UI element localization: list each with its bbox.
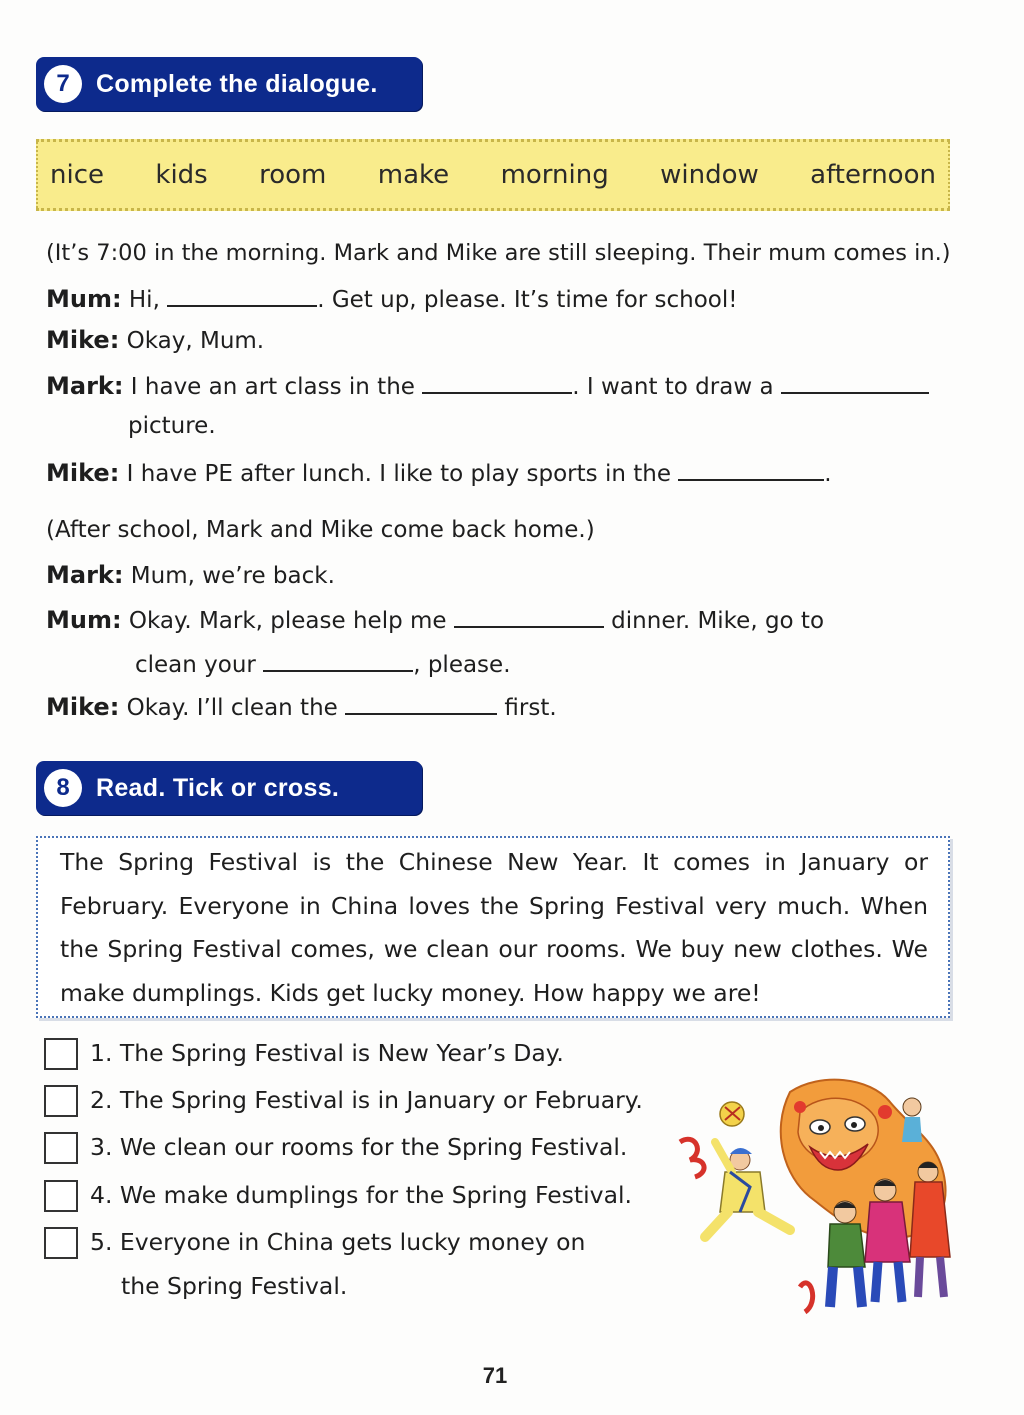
tick-checkbox[interactable]: [44, 1227, 78, 1259]
statement-text: 2. The Spring Festival is in January or February.: [90, 1086, 643, 1114]
reading-passage: The Spring Festival is the Chinese New Year. It comes in January or February. Everyone in China loves the Spring Festival very much. When the Spring Festival comes, we clean our rooms. We buy new clothes. We make dumplings. Kids get lucky money. How happy we are!: [60, 848, 928, 1007]
speaker: Mark:: [46, 372, 124, 400]
line-text: dinner. Mike, go to: [603, 608, 825, 634]
statement-text: 4. We make dumplings for the Spring Festival.: [90, 1181, 632, 1209]
speaker: Mike:: [46, 693, 120, 721]
line-text: . I want to draw a: [572, 374, 781, 400]
tick-checkbox[interactable]: [44, 1085, 78, 1117]
line-text: , please.: [413, 652, 511, 678]
word-bank-item: kids: [155, 160, 208, 190]
speaker: Mike:: [46, 459, 120, 487]
line-text: Okay. Mark, please help me: [128, 608, 454, 634]
dialogue-line-continued: [135, 648, 511, 678]
dialogue-line: [46, 561, 335, 589]
answer-blank[interactable]: [167, 283, 317, 307]
word-bank: [36, 139, 950, 211]
statement-text: 1. The Spring Festival is New Year’s Day.: [90, 1039, 564, 1067]
line-text: first.: [497, 695, 557, 721]
dialogue-line: [46, 370, 929, 400]
statement-item: [44, 1132, 627, 1169]
dialogue-line: [46, 457, 832, 487]
section-8-number: 8: [44, 769, 82, 807]
line-text: Mum, we’re back.: [130, 563, 335, 589]
statement-text-continued: the Spring Festival.: [121, 1272, 348, 1300]
answer-blank[interactable]: [263, 648, 413, 672]
tick-checkbox[interactable]: [44, 1038, 78, 1070]
answer-blank[interactable]: [422, 370, 572, 394]
page-number: 71: [482, 1363, 508, 1388]
word-bank-item: afternoon: [810, 160, 936, 190]
answer-blank[interactable]: [678, 457, 824, 481]
statement-text-wrap: [90, 1227, 585, 1308]
line-text: Okay. I’ll clean the: [126, 695, 346, 721]
statement-item: [44, 1180, 632, 1217]
lion-dance-illustration: [670, 1072, 960, 1320]
line-text: .: [824, 461, 832, 487]
line-text: clean your: [135, 652, 264, 678]
scene-direction-1: (It’s 7:00 in the morning. Mark and Mike are still sleeping. Their mum comes in.): [46, 240, 951, 266]
speaker: Mum:: [46, 606, 122, 634]
section-7-header: [36, 57, 422, 111]
word-bank-item: make: [377, 160, 450, 190]
section-8-header: [36, 761, 422, 815]
word-bank-item: morning: [500, 160, 609, 190]
statement-text: 5. Everyone in China gets lucky money on: [90, 1228, 586, 1256]
dialogue-line: [46, 326, 264, 354]
section-7-number: 7: [44, 65, 82, 103]
line-text: I have an art class in the: [130, 374, 423, 400]
section-7-title: Complete the dialogue.: [96, 69, 378, 98]
line-text: I have PE after lunch. I like to play sports in the: [126, 461, 679, 487]
tick-checkbox[interactable]: [44, 1132, 78, 1164]
statement-item: [44, 1038, 564, 1075]
word-bank-item: room: [259, 160, 327, 190]
tick-checkbox[interactable]: [44, 1180, 78, 1212]
dialogue-line: [46, 604, 824, 634]
line-text: Okay, Mum.: [126, 328, 265, 354]
section-8-title: Read. Tick or cross.: [96, 773, 340, 802]
line-text: Hi,: [128, 287, 168, 313]
dialogue-line: [46, 691, 557, 721]
line-text: . Get up, please. It’s time for school!: [317, 287, 738, 313]
statement-text: 3. We clean our rooms for the Spring Festival.: [90, 1133, 628, 1161]
answer-blank[interactable]: [345, 691, 497, 715]
answer-blank[interactable]: [781, 370, 929, 394]
dialogue-line-continued: picture.: [128, 413, 216, 439]
speaker: Mike:: [46, 326, 120, 354]
speaker: Mark:: [46, 561, 124, 589]
dialogue-line: [46, 283, 738, 313]
word-bank-item: nice: [50, 160, 104, 190]
answer-blank[interactable]: [454, 604, 604, 628]
statement-item: [44, 1227, 585, 1308]
speaker: Mum:: [46, 285, 122, 313]
word-bank-item: window: [660, 160, 759, 190]
scene-direction-2: (After school, Mark and Mike come back home.): [46, 517, 595, 543]
reading-passage-box: [36, 836, 950, 1018]
statement-item: [44, 1085, 643, 1122]
